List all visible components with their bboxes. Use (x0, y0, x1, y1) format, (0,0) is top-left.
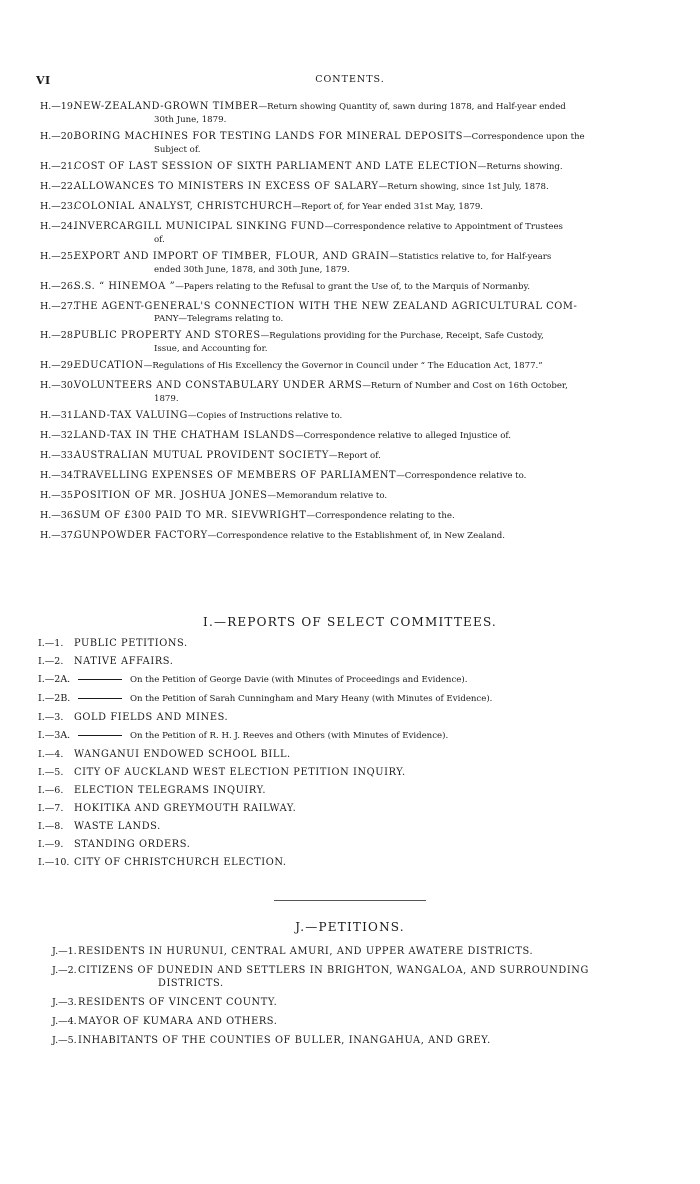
ditto-dash (78, 679, 122, 680)
entry-title: LAND-TAX IN THE CHATHAM ISLANDS (74, 430, 295, 441)
entry-first-line (74, 250, 602, 264)
entry-description: —Correspondence relating to the. (306, 511, 455, 521)
entry-text (74, 838, 602, 851)
entry-code: H.—37. (40, 530, 76, 541)
entry-description: On the Petition of George Davie (with Minutes of Proceedings and Evidence). (130, 675, 468, 685)
entry-code: I.—2. (38, 656, 64, 667)
page-number: VI (36, 74, 51, 87)
entry-description: —Regulations providing for the Purchase, Receipt, Safe Custody, (260, 331, 544, 341)
entry-code: H.—27. (40, 301, 76, 312)
entry-first-line (74, 100, 602, 114)
entry-code: H.—28. (40, 330, 76, 341)
contents-entry (0, 379, 700, 406)
entry-text (74, 784, 602, 797)
contents-entry (0, 1015, 700, 1028)
section-i-list (0, 637, 700, 874)
entry-description: —Correspondence upon the (463, 132, 585, 142)
page-heading: CONTENTS. (315, 74, 385, 85)
entry-first-line (74, 379, 602, 393)
contents-entry (0, 964, 700, 990)
contents-entry (0, 220, 700, 247)
contents-entry (0, 655, 700, 668)
entry-text (74, 766, 602, 779)
contents-entry (0, 100, 700, 127)
entry-text (74, 220, 602, 247)
entry-text (74, 509, 602, 523)
entry-text (74, 489, 602, 503)
entry-code: I.—3. (38, 712, 64, 723)
entry-title: SUM OF £300 PAID TO MR. SIEVWRIGHT (74, 510, 307, 521)
entry-text (74, 748, 602, 761)
entry-continuation: PANY—Telegrams relating to. (154, 314, 284, 324)
contents-entry (0, 820, 700, 833)
entry-title: HOKITIKA AND GREYMOUTH RAILWAY. (74, 803, 297, 814)
entry-first-line (74, 509, 602, 523)
entry-code: I.—7. (38, 803, 64, 814)
entry-description: On the Petition of R. H. J. Reeves and Others (with Minutes of Evidence). (130, 731, 449, 741)
entry-continuation: DISTRICTS. (158, 978, 224, 989)
contents-entry (0, 429, 700, 443)
entry-code: H.—33. (40, 450, 76, 461)
entry-first-line (74, 359, 602, 373)
entry-code: H.—35. (40, 490, 76, 501)
entry-first-line (74, 329, 602, 343)
entry-title: MAYOR OF KUMARA AND OTHERS. (78, 1016, 278, 1027)
contents-entry (0, 469, 700, 483)
contents-entry (0, 711, 700, 724)
entry-title: ELECTION TELEGRAMS INQUIRY. (74, 785, 267, 796)
entry-first-line (74, 429, 602, 443)
entry-title: COLONIAL ANALYST, CHRISTCHURCH (74, 201, 293, 212)
entry-text (78, 1015, 608, 1028)
entry-description: —Report of, for Year ended 31st May, 1879. (292, 202, 484, 212)
entry-code: H.—22. (40, 181, 76, 192)
entry-description: —Memorandum relative to. (267, 491, 388, 501)
contents-entry (0, 1034, 700, 1047)
entry-code: H.—32. (40, 430, 76, 441)
entry-description: —Return of Number and Cost on 16th October, (362, 381, 568, 391)
section-j-heading: J.—PETITIONS. (295, 920, 405, 934)
contents-entry (0, 200, 700, 214)
entry-sub-line (74, 729, 602, 743)
entry-title: RESIDENTS IN HURUNUI, CENTRAL AMURI, AND UPPER AWATERE DISTRICTS. (78, 946, 534, 957)
entry-text (74, 692, 602, 706)
entry-title: RESIDENTS OF VINCENT COUNTY. (78, 997, 278, 1008)
entry-code: I.—4. (38, 749, 64, 760)
entry-text (74, 729, 602, 743)
entry-text (74, 655, 602, 668)
contents-entry (0, 489, 700, 503)
entry-description: —Return showing, since 1st July, 1878. (378, 182, 549, 192)
entry-first-line (74, 409, 602, 423)
entry-code: I.—2A. (38, 674, 71, 685)
entry-code: I.—2B. (38, 693, 71, 704)
entry-text (74, 820, 602, 833)
entry-text (74, 100, 602, 127)
entry-description: —Report of. (328, 451, 381, 461)
entry-continuation: Subject of. (154, 145, 201, 155)
entry-text (74, 711, 602, 724)
entry-code: H.—31. (40, 410, 76, 421)
entry-code: H.—20. (40, 131, 76, 142)
entry-first-line (74, 469, 602, 483)
entry-text (74, 180, 602, 194)
entry-text (78, 945, 608, 958)
entry-code: J.—2. (52, 965, 77, 976)
entry-continuation: 30th June, 1879. (154, 115, 227, 125)
entry-title: STANDING ORDERS. (74, 839, 191, 850)
entry-text (74, 160, 602, 174)
entry-first-line (74, 489, 602, 503)
section-i-heading: I.—REPORTS OF SELECT COMMITTEES. (203, 615, 497, 629)
entry-description: On the Petition of Sarah Cunningham and Mary Heany (with Minutes of Evidence). (130, 694, 493, 704)
entry-title: GUNPOWDER FACTORY (74, 530, 208, 541)
entry-code: J.—3. (52, 997, 77, 1008)
contents-entry (0, 748, 700, 761)
entry-first-line (74, 130, 602, 144)
entry-code: H.—26. (40, 281, 76, 292)
entry-code: H.—23. (40, 201, 76, 212)
entry-continuation: 1879. (154, 394, 179, 404)
entry-title: CITY OF AUCKLAND WEST ELECTION PETITION INQUIRY. (74, 767, 406, 778)
entry-text (74, 250, 602, 277)
contents-entry (0, 449, 700, 463)
entry-title: AUSTRALIAN MUTUAL PROVIDENT SOCIETY (74, 450, 329, 461)
contents-entry (0, 250, 700, 277)
entry-code: H.—29. (40, 360, 76, 371)
contents-entry (0, 766, 700, 779)
entry-title: INVERCARGILL MUNICIPAL SINKING FUND (74, 221, 325, 232)
entry-text (78, 964, 608, 990)
entry-title: PUBLIC PROPERTY AND STORES (74, 330, 261, 341)
entry-title: S.S. “ HINEMOA ” (74, 281, 176, 292)
entry-text (74, 856, 602, 869)
contents-entry (0, 160, 700, 174)
entry-description: —Copies of Instructions relative to. (187, 411, 343, 421)
entry-description: —Regulations of His Excellency the Governor in Council under “ The Education Act, 1877.” (143, 361, 543, 371)
ditto-dash (78, 698, 122, 699)
entry-text (74, 409, 602, 423)
entry-description: —Correspondence relative to. (396, 471, 527, 481)
entry-title: CITIZENS OF DUNEDIN AND SETTLERS IN BRIGHTON, WANGALOA, AND SURROUNDING (78, 965, 589, 976)
entry-sub-line (74, 673, 602, 687)
entry-text (74, 379, 602, 406)
entry-title: TRAVELLING EXPENSES OF MEMBERS OF PARLIAMENT (74, 470, 397, 481)
entry-continuation: of. (154, 235, 165, 245)
entry-description: —Returns showing. (477, 162, 563, 172)
entry-description: —Correspondence relative to Appointment of Trustees (324, 222, 563, 232)
entry-title: GOLD FIELDS AND MINES. (74, 712, 229, 723)
entry-code: I.—9. (38, 839, 64, 850)
entry-description: —Return showing Quantity of, sawn during 1878, and Half-year ended (258, 102, 566, 112)
entry-text (74, 429, 602, 443)
entry-title: THE AGENT-GENERAL'S CONNECTION WITH THE NEW ZEALAND AGRICULTURAL COM- (74, 301, 578, 312)
contents-entry (0, 509, 700, 523)
section-j-list (0, 945, 700, 1053)
entry-text (74, 280, 602, 294)
entry-code: H.—34. (40, 470, 76, 481)
contents-entry (0, 945, 700, 958)
entry-text (78, 996, 608, 1009)
entry-first-line (74, 160, 602, 174)
entry-code: H.—25. (40, 251, 76, 262)
entry-code: J.—1. (52, 946, 77, 957)
entry-code: J.—4. (52, 1016, 77, 1027)
contents-entry (0, 802, 700, 815)
entry-code: I.—1. (38, 638, 64, 649)
entry-text (74, 469, 602, 483)
entry-title: PUBLIC PETITIONS. (74, 638, 188, 649)
entry-description: —Papers relating to the Refusal to grant the Use of, to the Marquis of Normanby. (175, 282, 530, 292)
contents-entry (0, 329, 700, 356)
contents-entry (0, 637, 700, 650)
entry-title: ALLOWANCES TO MINISTERS IN EXCESS OF SALARY (74, 181, 379, 192)
entry-code: H.—24. (40, 221, 76, 232)
entry-code: I.—3A. (38, 730, 71, 741)
entry-code: H.—30. (40, 380, 76, 391)
entry-title: BORING MACHINES FOR TESTING LANDS FOR MINERAL DEPOSITS (74, 131, 464, 142)
entry-first-line (74, 300, 602, 313)
entry-title: NATIVE AFFAIRS. (74, 656, 174, 667)
entry-title: INHABITANTS OF THE COUNTIES OF BULLER, INANGAHUA, AND GREY. (78, 1035, 491, 1046)
entry-text (74, 802, 602, 815)
entry-title: COST OF LAST SESSION OF SIXTH PARLIAMENT AND LATE ELECTION (74, 161, 478, 172)
contents-entry (0, 529, 700, 543)
contents-entry (0, 856, 700, 869)
entry-first-line (74, 180, 602, 194)
entry-title: WASTE LANDS. (74, 821, 161, 832)
entry-first-line (74, 449, 602, 463)
contents-entry (0, 996, 700, 1009)
entry-text (74, 300, 602, 326)
entry-description: —Statistics relative to, for Half-years (389, 252, 552, 262)
entry-text (74, 130, 602, 157)
entry-text (74, 529, 602, 543)
entry-text (74, 329, 602, 356)
contents-entry (0, 359, 700, 373)
entry-continuation: Issue, and Accounting for. (154, 344, 268, 354)
entry-code: H.—21. (40, 161, 76, 172)
contents-entry (0, 130, 700, 157)
entry-text (74, 637, 602, 650)
entry-code: I.—5. (38, 767, 64, 778)
entry-code: H.—19. (40, 101, 76, 112)
contents-entry (0, 784, 700, 797)
contents-entry (0, 729, 700, 743)
contents-entry (0, 838, 700, 851)
entry-sub-line (74, 692, 602, 706)
entry-title: EDUCATION (74, 360, 144, 371)
entry-first-line (74, 529, 602, 543)
contents-entry (0, 180, 700, 194)
ditto-dash (78, 735, 122, 736)
entry-text (74, 200, 602, 214)
entry-code: J.—5. (52, 1035, 77, 1046)
contents-entry (0, 692, 700, 706)
entry-text (78, 1034, 608, 1047)
entry-title: VOLUNTEERS AND CONSTABULARY UNDER ARMS (74, 380, 363, 391)
entry-code: I.—6. (38, 785, 64, 796)
entry-title: WANGANUI ENDOWED SCHOOL BILL. (74, 749, 291, 760)
entry-first-line (74, 280, 602, 294)
entry-title: CITY OF CHRISTCHURCH ELECTION. (74, 857, 287, 868)
contents-entry (0, 300, 700, 326)
section-h-list (0, 100, 700, 549)
contents-entry (0, 673, 700, 687)
section-divider (274, 900, 426, 901)
entry-title: LAND-TAX VALUING (74, 410, 188, 421)
entry-code: H.—36. (40, 510, 76, 521)
entry-text (74, 359, 602, 373)
entry-title: EXPORT AND IMPORT OF TIMBER, FLOUR, AND GRAIN (74, 251, 390, 262)
entry-first-line (74, 220, 602, 234)
entry-description: —Correspondence relative to the Establishment of, in New Zealand. (207, 531, 505, 541)
contents-entry (0, 280, 700, 294)
contents-entry (0, 409, 700, 423)
entry-description: —Correspondence relative to alleged Injustice of. (295, 431, 511, 441)
entry-first-line (74, 200, 602, 214)
entry-text (74, 673, 602, 687)
entry-code: I.—8. (38, 821, 64, 832)
entry-title: POSITION OF MR. JOSHUA JONES (74, 490, 268, 501)
entry-code: I.—10. (38, 857, 70, 868)
entry-continuation: ended 30th June, 1878, and 30th June, 1879. (154, 265, 350, 275)
entry-text (74, 449, 602, 463)
entry-title: NEW-ZEALAND-GROWN TIMBER (74, 101, 259, 112)
